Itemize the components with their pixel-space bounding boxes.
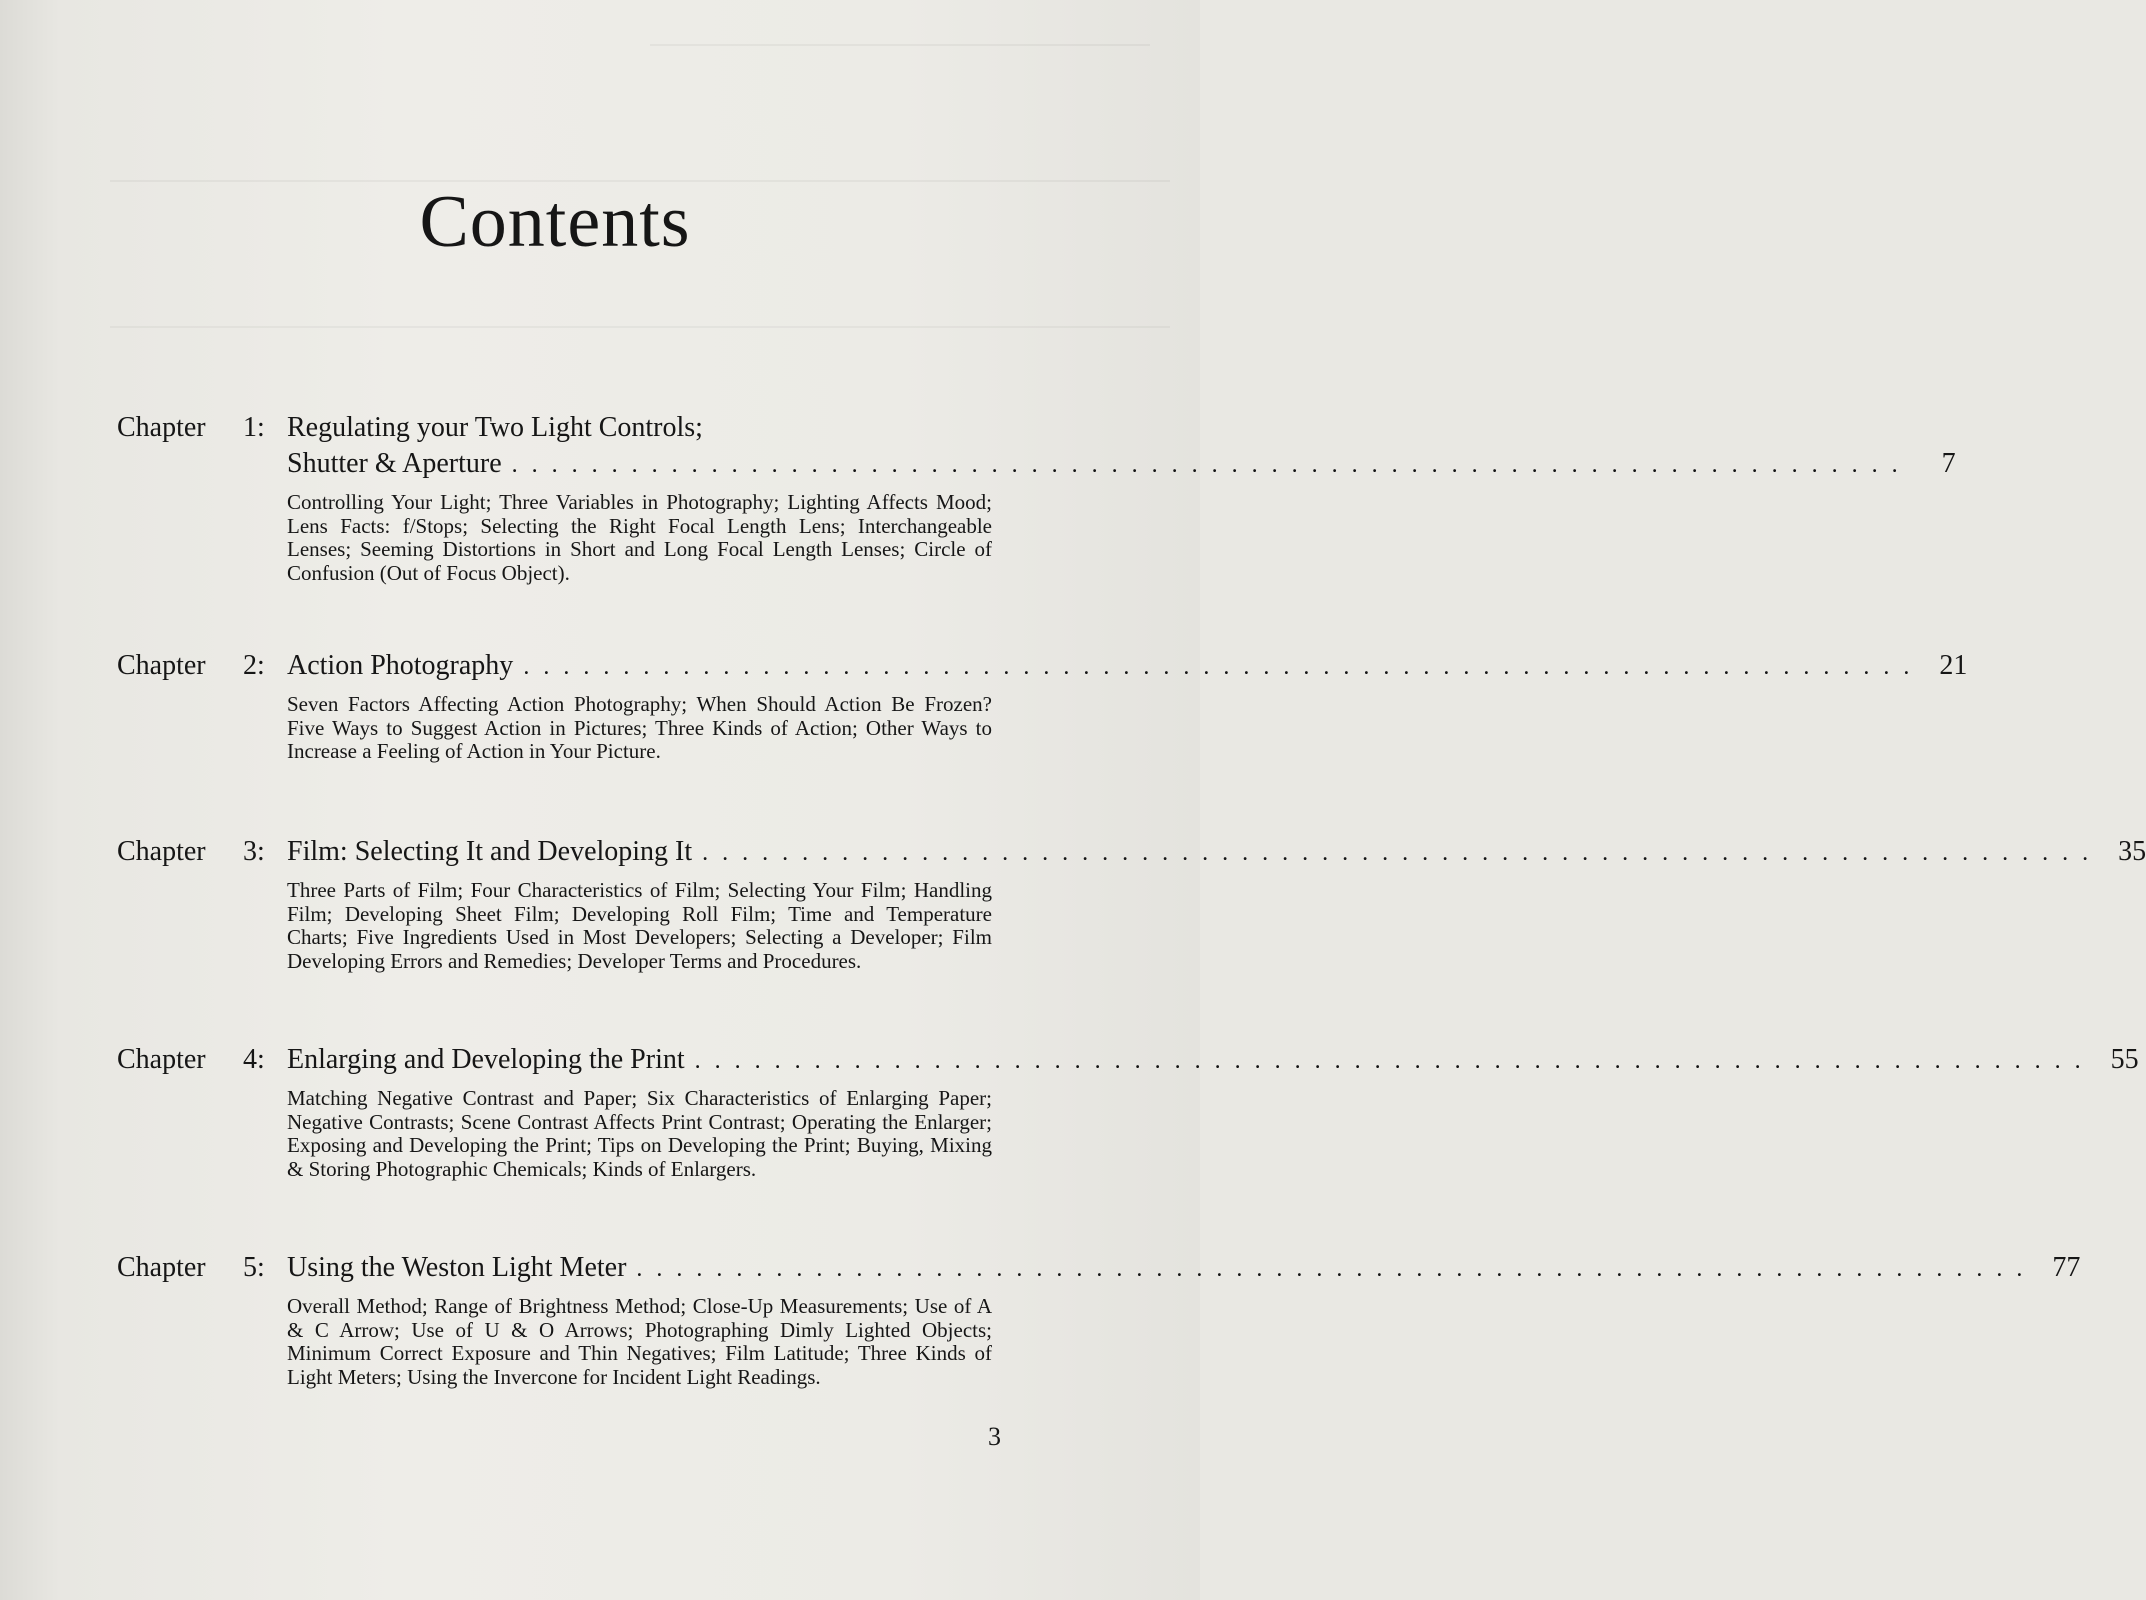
chapter-description: Three Parts of Film; Four Characteristics of Film; Selecting Your Film; Handling Film; Developing Sheet Film; Developing Roll Film; Time and Temperature Charts; Five Ingredients Used in Most Developers; Selecting a Developer; Film Developing Errors and Remedies; Developer Terms and Procedures. — [287, 878, 992, 973]
toc-entry-chapter-5[interactable] — [117, 1250, 2081, 1389]
chapter-label: Chapter — [117, 412, 206, 443]
chapter-number: 3: — [243, 836, 265, 867]
chapter-title: Regulating your Two Light Controls; — [287, 412, 703, 443]
toc-entry-chapter-3[interactable] — [117, 834, 2146, 973]
chapter-label: Chapter — [117, 836, 206, 867]
chapter-description: Seven Factors Affecting Action Photography; When Should Action Be Frozen? Five Ways to Suggest Action in Pictures; Three Kinds of Action; Other Ways to Increase a Feeling of Action in Your Picture. — [287, 692, 992, 763]
chapter-title: Action Photography — [287, 650, 514, 681]
chapter-description: Controlling Your Light; Three Variables in Photography; Lighting Affects Mood; Lens Facts: f/Stops; Selecting the Right Focal Length Lens; Interchangeable Lenses; Seeming Distortions in Short and Long Focal Length Lenses; Circle of Confusion (Out of Focus Object). — [287, 490, 992, 585]
page-title: Contents — [419, 181, 691, 263]
toc-entry-chapter-4[interactable] — [117, 1042, 2139, 1181]
chapter-label: Chapter — [117, 650, 206, 681]
chapter-title: Using the Weston Light Meter — [287, 1252, 627, 1283]
toc-entry-chapter-2[interactable] — [117, 648, 1968, 764]
chapter-description: Matching Negative Contrast and Paper; Six Characteristics of Enlarging Paper; Negative Contrasts; Scene Contrast Affects Print Contrast; Operating the Enlarger; Exposing and Developing the Print; Tips on Developing the Print; Buying, Mixing & Storing Photographic Chemicals; Kinds of Enlargers. — [287, 1086, 992, 1181]
chapter-description: Overall Method; Range of Brightness Method; Close-Up Measurements; Use of A & C Arrow; Use of U & O Arrows; Photographing Dimly Lighted Objects; Minimum Correct Exposure and Thin Negatives; Film Latitude; Three Kinds of Light Meters; Using the Invercone for Incident Light Readings. — [287, 1294, 992, 1389]
chapter-page-number: 7 — [1941, 448, 1956, 479]
dot-leader — [702, 835, 2092, 871]
dot-leader — [512, 447, 1902, 483]
dot-leader — [636, 1251, 2026, 1287]
chapter-page-number: 77 — [2052, 1252, 2081, 1283]
chapter-page-number: 21 — [1939, 650, 1968, 681]
chapter-number: 4: — [243, 1044, 265, 1075]
toc-entry-chapter-1[interactable] — [117, 410, 1956, 585]
chapter-label: Chapter — [117, 1044, 206, 1075]
chapter-title-continued: Shutter & Aperture — [287, 448, 502, 479]
chapter-number: 2: — [243, 650, 265, 681]
chapter-page-number: 55 — [2110, 1044, 2139, 1075]
chapter-label: Chapter — [117, 1252, 206, 1283]
chapter-title: Enlarging and Developing the Print — [287, 1044, 685, 1075]
dot-leader — [523, 649, 1913, 685]
dot-leader — [695, 1043, 2085, 1079]
chapter-page-number: 35 — [2118, 836, 2146, 867]
chapter-title: Film: Selecting It and Developing It — [287, 836, 693, 867]
page-number: 3 — [988, 1422, 1001, 1451]
chapter-number: 1: — [243, 412, 265, 443]
chapter-number: 5: — [243, 1252, 265, 1283]
